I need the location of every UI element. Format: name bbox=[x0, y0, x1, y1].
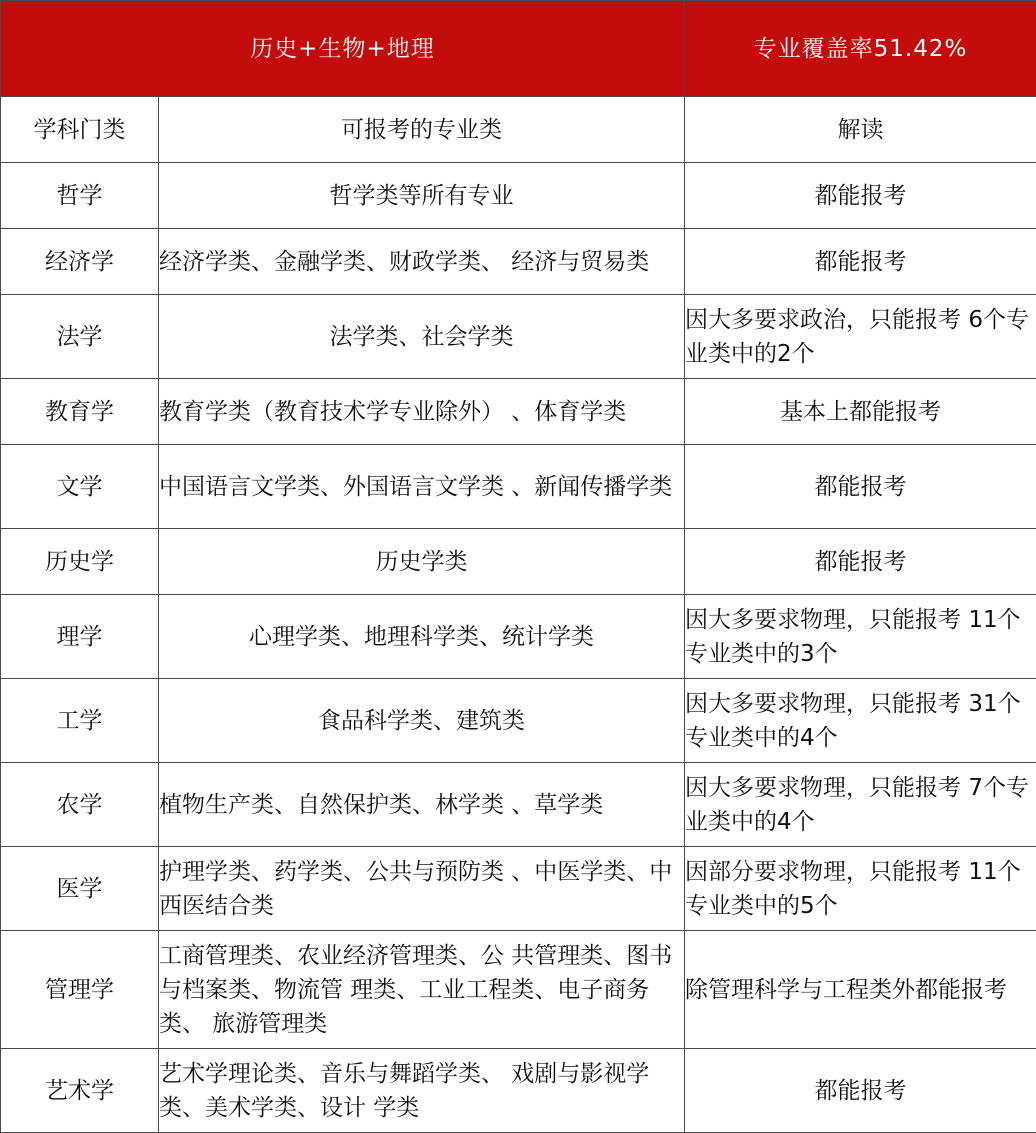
table-row bbox=[1, 595, 1036, 679]
note-cell: 基本上都能报考 bbox=[685, 379, 1036, 445]
majors-cell: 艺术学理论类、音乐与舞蹈学类、 戏剧与影视学类、美术学类、设计 学类 bbox=[159, 1049, 685, 1133]
table-row bbox=[1, 931, 1036, 1049]
category-cell: 哲学 bbox=[1, 163, 159, 229]
note-cell: 都能报考 bbox=[685, 163, 1036, 229]
category-cell: 历史学 bbox=[1, 529, 159, 595]
note-cell: 因部分要求物理，只能报考 11个专业类中的5个 bbox=[685, 847, 1036, 931]
majors-cell: 心理学类、地理科学类、统计学类 bbox=[159, 595, 685, 679]
majors-cell: 中国语言文学类、外国语言文学类 、新闻传播学类 bbox=[159, 445, 685, 529]
combination-title: 历史+生物+地理 bbox=[1, 1, 685, 97]
category-cell: 文学 bbox=[1, 445, 159, 529]
category-cell: 经济学 bbox=[1, 229, 159, 295]
table-row bbox=[1, 1049, 1036, 1133]
category-cell: 理学 bbox=[1, 595, 159, 679]
majors-cell: 法学类、社会学类 bbox=[159, 295, 685, 379]
note-cell: 都能报考 bbox=[685, 1049, 1036, 1133]
majors-cell: 工商管理类、农业经济管理类、公 共管理类、图书与档案类、物流管 理类、工业工程类、电子商务类、 旅游管理类 bbox=[159, 931, 685, 1049]
table-row bbox=[1, 295, 1036, 379]
note-cell: 都能报考 bbox=[685, 445, 1036, 529]
column-header-category: 学科门类 bbox=[1, 97, 159, 163]
category-cell: 教育学 bbox=[1, 379, 159, 445]
majors-cell: 哲学类等所有专业 bbox=[159, 163, 685, 229]
majors-cell: 历史学类 bbox=[159, 529, 685, 595]
coverage-rate: 专业覆盖率51.42% bbox=[685, 1, 1036, 97]
table-row bbox=[1, 763, 1036, 847]
majors-cell: 食品科学类、建筑类 bbox=[159, 679, 685, 763]
table-row bbox=[1, 229, 1036, 295]
note-cell: 除管理科学与工程类外都能报考 bbox=[685, 931, 1036, 1049]
majors-cell: 经济学类、金融学类、财政学类、 经济与贸易类 bbox=[159, 229, 685, 295]
column-header-majors: 可报考的专业类 bbox=[159, 97, 685, 163]
category-cell: 管理学 bbox=[1, 931, 159, 1049]
table-row bbox=[1, 529, 1036, 595]
majors-cell: 植物生产类、自然保护类、林学类 、草学类 bbox=[159, 763, 685, 847]
table-row bbox=[1, 379, 1036, 445]
majors-cell: 护理学类、药学类、公共与预防类 、中医学类、中西医结合类 bbox=[159, 847, 685, 931]
note-cell: 因大多要求物理，只能报考 7个专业类中的4个 bbox=[685, 763, 1036, 847]
category-cell: 艺术学 bbox=[1, 1049, 159, 1133]
note-cell: 都能报考 bbox=[685, 229, 1036, 295]
majors-cell: 教育学类（教育技术学专业除外） 、体育学类 bbox=[159, 379, 685, 445]
category-cell: 医学 bbox=[1, 847, 159, 931]
table-row bbox=[1, 163, 1036, 229]
note-cell: 因大多要求物理，只能报考 11个专业类中的3个 bbox=[685, 595, 1036, 679]
category-cell: 工学 bbox=[1, 679, 159, 763]
column-header-note: 解读 bbox=[685, 97, 1036, 163]
table-row bbox=[1, 445, 1036, 529]
column-header-row bbox=[1, 97, 1036, 163]
title-row bbox=[1, 1, 1036, 97]
note-cell: 都能报考 bbox=[685, 529, 1036, 595]
table-row bbox=[1, 847, 1036, 931]
note-cell: 因大多要求政治，只能报考 6个专业类中的2个 bbox=[685, 295, 1036, 379]
category-cell: 农学 bbox=[1, 763, 159, 847]
table-row bbox=[1, 679, 1036, 763]
note-cell: 因大多要求物理，只能报考 31个专业类中的4个 bbox=[685, 679, 1036, 763]
category-cell: 法学 bbox=[1, 295, 159, 379]
